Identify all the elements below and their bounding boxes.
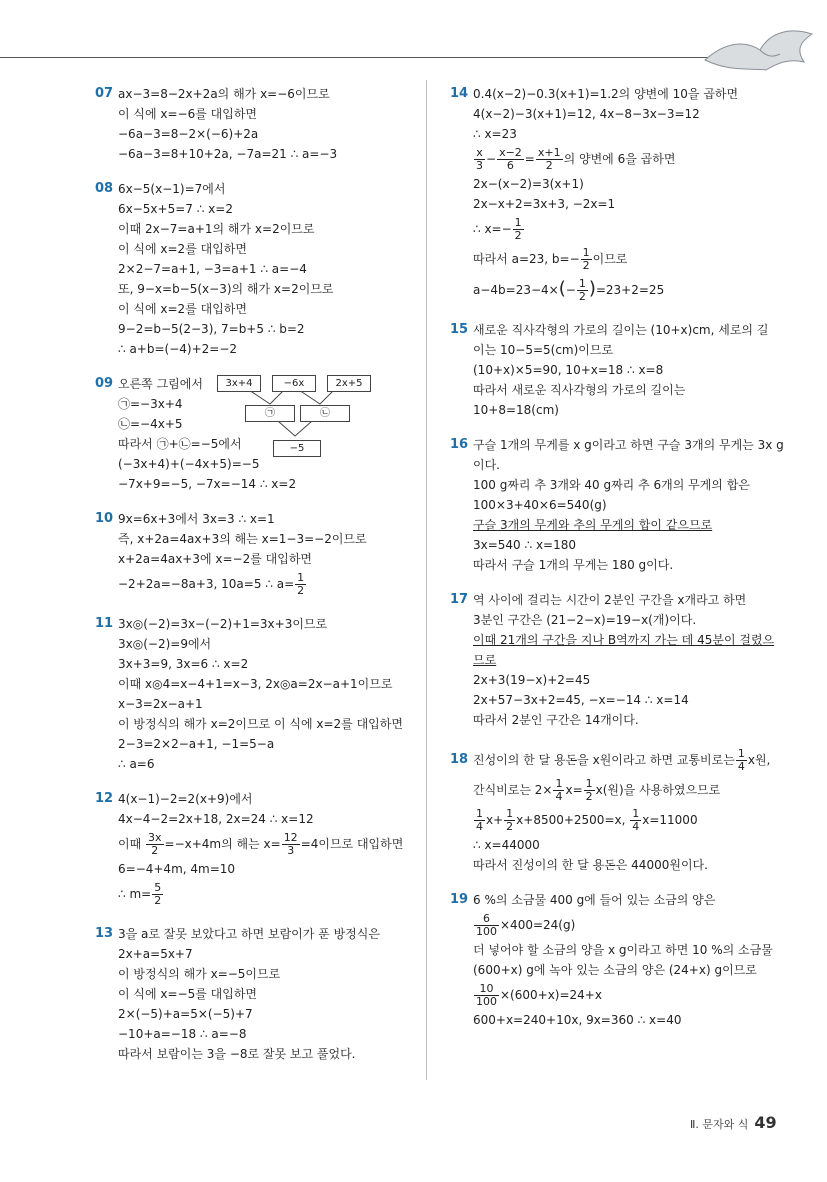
- denominator: 3: [287, 844, 295, 857]
- numerator: x−2: [499, 146, 522, 159]
- solution-line: 100×3+40×6=540(g): [473, 498, 607, 512]
- solution-line: (600+x) g에 녹아 있는 소금의 양은 (24+x) g이므로: [473, 963, 757, 977]
- numerator: 3x: [148, 831, 162, 844]
- problem-09: [95, 374, 420, 494]
- solution-line: [473, 910, 780, 940]
- solution-line: ∴ x=23: [473, 127, 517, 141]
- solution-line: ∴ a+b=(−4)+2=−2: [118, 342, 238, 356]
- solution-line: a−4b=23−4×(− $\frac{1}{2}$ )=23+2=25: [473, 277, 665, 303]
- right-column: [450, 84, 784, 1045]
- solution-line: 600+x=240+10x, 9x=360 ∴ x=40: [473, 1013, 682, 1027]
- text: 의 양변에 6을 곱하면: [563, 152, 676, 166]
- solution-line: −6a−3=8−2×(−6)+2a: [118, 127, 259, 141]
- numerator: 1: [632, 807, 640, 820]
- problem-08: [95, 179, 420, 359]
- denominator: 4: [476, 820, 483, 833]
- solution-line: 2×(−5)+a=5×(−5)+7: [118, 1007, 253, 1021]
- solution-line: 3x=540 ∴ x=180: [473, 538, 577, 552]
- solution-line: 따라서 구슬 1개의 무게는 180 g이다.: [473, 558, 674, 572]
- numerator: 1: [297, 571, 305, 584]
- denominator: 2: [506, 820, 514, 833]
- solution-line: 오른쪽 그림에서: [118, 377, 203, 391]
- solution-line: 이 식에 x=−6를 대입하면: [118, 107, 258, 121]
- problem-number: 17: [450, 592, 469, 607]
- solution-line: 6=−4+4m, 4m=10: [118, 862, 236, 876]
- fraction: [577, 278, 588, 303]
- denominator: 4: [737, 760, 745, 773]
- solution-line: 따라서 ㉠+㉡=−5에서: [118, 437, 242, 451]
- numerator: 1: [555, 777, 563, 790]
- problem-19: [450, 890, 780, 1030]
- solution-line: 9−2=b−5(2−3), 7=b+5 ∴ b=2: [118, 322, 305, 336]
- denominator: 6: [506, 159, 514, 172]
- fraction: [474, 147, 485, 172]
- solution-line: 4x−4−2=2x+18, 2x=24 ∴ x=12: [118, 812, 314, 826]
- numerator: 1: [506, 807, 514, 820]
- text: x원,: [747, 753, 771, 767]
- numerator: 1: [585, 777, 593, 790]
- fraction: [146, 832, 164, 857]
- numerator: 10: [474, 983, 499, 996]
- denominator: 2: [545, 159, 553, 172]
- dragon-illustration: [700, 22, 820, 77]
- solution-line: [473, 980, 780, 1010]
- denominator: 100: [476, 995, 497, 1008]
- numerator: 1: [737, 747, 745, 760]
- solution-line: $\frac{x}{3}$ − $\frac{x-2}{6}$ = $\frac{x+1}{2}$ 의 양변에 6을 곱하면: [476, 146, 676, 172]
- text: x=: [565, 783, 583, 797]
- solution-line: [473, 775, 780, 805]
- problem-number: 14: [450, 86, 469, 101]
- text: ∴ m=: [118, 887, 152, 901]
- paren: (: [558, 278, 566, 299]
- problem-number: 09: [95, 376, 114, 391]
- text: ×400=24(g): [500, 918, 576, 932]
- solution-line: −6a−3=8+10+2a, −7a=21 ∴ a=−3: [118, 147, 338, 161]
- problem-number: 19: [450, 892, 469, 907]
- text: =4이므로 대입하면: [300, 837, 404, 851]
- denominator: 3: [476, 159, 483, 172]
- denominator: 2: [514, 229, 522, 242]
- problem-number: 13: [95, 926, 114, 941]
- diagram-box-bottom: −5: [273, 440, 321, 457]
- problem-15: [450, 320, 780, 420]
- problem-number: 11: [95, 616, 114, 631]
- solution-line: 또, 9−x=b−5(x−3)의 해가 x=2이므로: [118, 282, 334, 296]
- solution-line: 따라서 새로운 직사각형의 가로의 길이는: [473, 383, 686, 397]
- fraction: [584, 778, 595, 803]
- numerator: 1: [514, 216, 522, 229]
- numerator: 6: [474, 913, 499, 926]
- solution-line: 2x−x+2=3x+3, −2x=1: [473, 197, 616, 211]
- problem-16: [450, 435, 784, 575]
- numerator: x: [474, 147, 485, 160]
- solution-line: −10+a=−18 ∴ a=−8: [118, 1027, 247, 1041]
- fraction: [497, 147, 524, 172]
- solution-line: 2x+3(19−x)+2=45: [473, 673, 591, 687]
- page-footer: [690, 1113, 777, 1132]
- solution-line: 이는 10−5=5(cm)이므로: [473, 343, 614, 357]
- problem-17: [450, 590, 780, 730]
- diagram-box-a: ㉠: [245, 405, 295, 422]
- solution-line: 구슬 3개의 무게와 추의 무게의 합이 같으므로: [473, 518, 713, 532]
- left-column: [95, 84, 420, 1079]
- text: 이때: [118, 837, 142, 851]
- solution-line: 따라서 진성이의 한 달 용돈은 44000원이다.: [473, 858, 708, 872]
- denominator: 4: [555, 790, 563, 803]
- text: =−x+4m의 해는 x=: [164, 837, 281, 851]
- solution-line: 3분인 구간은 (21−2−x)=19−x(개)이다.: [473, 613, 697, 627]
- numerator: 12: [283, 831, 298, 844]
- numerator: 1: [578, 277, 586, 290]
- top-rule: [0, 57, 735, 58]
- text: x=11000: [642, 813, 698, 827]
- problem-number: 08: [95, 181, 114, 196]
- denominator: 100: [476, 925, 497, 938]
- solution-line: 즉, x+2a=4ax+3의 해는 x=1−3=−2이므로: [118, 532, 367, 546]
- text: x+: [486, 813, 504, 827]
- text: a−4b=23−4×: [473, 283, 559, 297]
- text: 따라서 a=23, b=−: [473, 252, 580, 266]
- solution-line: 3x◎(−2)=9에서: [118, 637, 212, 651]
- solution-line: 9x=6x+3에서 3x=3 ∴ x=1: [118, 512, 275, 526]
- problem-number: 12: [95, 791, 114, 806]
- fraction: [282, 832, 300, 857]
- fraction: [553, 778, 564, 803]
- solution-line: x+2a=4ax+3에 x=−2를 대입하면: [118, 552, 313, 566]
- fraction: [474, 983, 499, 1008]
- fraction: [152, 882, 163, 907]
- problem-number: 10: [95, 511, 114, 526]
- solution-line: [473, 805, 780, 835]
- text: 진성이의 한 달 용돈을 x원이라고 하면 교통비로는: [473, 753, 735, 767]
- problem-18: [450, 745, 780, 875]
- box-diagram: [215, 374, 415, 464]
- text: x(원)을 사용하였으므로: [595, 783, 721, 797]
- solution-line: 이 식에 x=2를 대입하면: [118, 302, 247, 316]
- numerator: 5: [154, 881, 162, 894]
- solution-line: (−3x+4)+(−4x+5)=−5: [118, 457, 260, 471]
- solution-line: 이때 2x−7=a+1의 해가 x=2이므로: [118, 222, 315, 236]
- solution-line: 6 %의 소금물 400 g에 들어 있는 소금의 양은: [473, 893, 716, 907]
- text: 간식비로는 2×: [473, 783, 553, 797]
- fraction: [504, 808, 515, 833]
- section-label: Ⅱ. 문자와 식: [690, 1118, 749, 1131]
- text: 이므로: [592, 252, 628, 266]
- solution-line: 2x+a=5x+7: [118, 947, 193, 961]
- solution-line: 3x◎(−2)=3x−(−2)+1=3x+3이므로: [118, 617, 328, 631]
- solution-line: 100 g짜리 추 3개와 40 g짜리 추 6개의 무게의 합은: [473, 478, 750, 492]
- solution-line: 0.4(x−2)−0.3(x+1)=1.2의 양변에 10을 곱하면: [473, 87, 739, 101]
- solution-line: [473, 214, 780, 244]
- problem-11: [95, 614, 420, 774]
- problem-12: [95, 789, 420, 909]
- solution-line: [473, 745, 780, 775]
- denominator: 2: [154, 894, 162, 907]
- fraction: [474, 808, 485, 833]
- solution-line: ∴ x=44000: [473, 838, 540, 852]
- diagram-box-b: ㉡: [300, 405, 350, 422]
- solution-line: 3x+3=9, 3x=6 ∴ x=2: [118, 657, 249, 671]
- solution-line: 이때 x◎4=x−4+1=x−3, 2x◎a=2x−a+1이므로: [118, 677, 393, 691]
- denominator: 4: [632, 820, 640, 833]
- fraction: [630, 808, 641, 833]
- solution-line: [473, 244, 780, 274]
- problem-13: [95, 924, 420, 1064]
- page-number: 49: [754, 1113, 777, 1132]
- solution-line: 따라서 보람이는 3을 −8로 잘못 보고 풀었다.: [118, 1047, 356, 1061]
- problem-number: 18: [450, 752, 469, 767]
- solution-line: 이 식에 x=2를 대입하면: [118, 242, 247, 256]
- solution-line: 2×2−7=a+1, −3=a+1 ∴ a=−4: [118, 262, 307, 276]
- solution-line: −7x+9=−5, −7x=−14 ∴ x=2: [118, 477, 297, 491]
- diagram-box-top-right: 2x+5: [327, 375, 371, 392]
- problem-number: 07: [95, 86, 114, 101]
- fraction: [295, 572, 306, 597]
- fraction: [581, 247, 592, 272]
- text: −2+2a=−8a+3, 10a=5 ∴ a=: [118, 577, 295, 591]
- problem-07: [95, 84, 420, 164]
- solution-line: 3을 a로 잘못 보았다고 하면 보람이가 푼 방정식은: [118, 927, 380, 941]
- solution-line: [118, 829, 420, 859]
- solution-line: 새로운 직사각형의 가로의 길이는 (10+x)cm, 세로의 길: [473, 323, 769, 337]
- solution-line: 더 넣어야 할 소금의 양을 x g이라고 하면 10 %의 소금물: [473, 943, 773, 957]
- solution-line: 4(x−2)−3(x+1)=12, 4x−8−3x−3=12: [473, 107, 700, 121]
- diagram-box-top-middle: −6x: [272, 375, 316, 392]
- solution-line: ∴ a=6: [118, 757, 155, 771]
- solution-line: 이 방정식의 해가 x=2이므로 이 식에 x=2를 대입하면: [118, 717, 403, 731]
- solution-line: 6x−5(x−1)=7에서: [118, 182, 226, 196]
- paren: ): [588, 278, 596, 299]
- solution-line: [118, 569, 420, 599]
- text: =23+2=25: [595, 283, 665, 297]
- solution-line: 이때 21개의 구간을 지나 B역까지 가는 데 45분이 걸렸으: [473, 633, 775, 647]
- fraction: [474, 913, 499, 938]
- numerator: 1: [582, 246, 590, 259]
- solution-line: 따라서 2분인 구간은 14개이다.: [473, 713, 639, 727]
- numerator: 1: [476, 807, 483, 820]
- solution-line: x−3=2x−a+1: [118, 697, 203, 711]
- fraction: [513, 217, 524, 242]
- solution-line: 2x−(x−2)=3(x+1): [473, 177, 584, 191]
- solution-line: 역 사이에 걸리는 시간이 2분인 구간을 x개라고 하면: [473, 593, 747, 607]
- solution-line: 이다.: [473, 458, 500, 472]
- problem-14: [450, 84, 780, 305]
- solution-line: 이 방정식의 해가 x=−5이므로: [118, 967, 281, 981]
- solution-line: (10+x)×5=90, 10+x=18 ∴ x=8: [473, 363, 664, 377]
- fraction: [536, 147, 563, 172]
- solution-line: 2−3=2×2−a+1, −1=5−a: [118, 737, 275, 751]
- column-divider: [426, 80, 427, 1080]
- fraction: [736, 748, 747, 773]
- diagram-box-top-left: 3x+4: [217, 375, 261, 392]
- text: x+8500+2500=x,: [516, 813, 626, 827]
- solution-line: ㉠=−3x+4: [118, 397, 183, 411]
- solution-line: 10+8=18(cm): [473, 403, 559, 417]
- solution-line: 므로: [473, 653, 497, 667]
- problem-number: 16: [450, 437, 469, 452]
- solution-line: ㉡=−4x+5: [118, 417, 183, 431]
- text: ×(600+x)=24+x: [500, 988, 602, 1002]
- denominator: 2: [578, 290, 586, 303]
- solution-line: 구슬 1개의 무게를 x g이라고 하면 구슬 3개의 무게는 3x g: [473, 438, 784, 452]
- solution-line: 6x−5x+5=7 ∴ x=2: [118, 202, 233, 216]
- denominator: 2: [297, 584, 305, 597]
- problem-number: 15: [450, 322, 469, 337]
- denominator: 2: [582, 259, 590, 272]
- solution-line: 2x+57−3x+2=45, −x=−14 ∴ x=14: [473, 693, 689, 707]
- solution-line: [118, 879, 420, 909]
- solution-line: ax−3=8−2x+2a의 해가 x=−6이므로: [118, 87, 330, 101]
- solution-line: 이 식에 x=−5를 대입하면: [118, 987, 258, 1001]
- solution-line: 4(x−1)−2=2(x+9)에서: [118, 792, 253, 806]
- denominator: 2: [585, 790, 593, 803]
- text: ∴ x=−: [473, 222, 512, 236]
- numerator: x+1: [537, 146, 561, 159]
- problem-10: [95, 509, 420, 599]
- denominator: 2: [151, 844, 159, 857]
